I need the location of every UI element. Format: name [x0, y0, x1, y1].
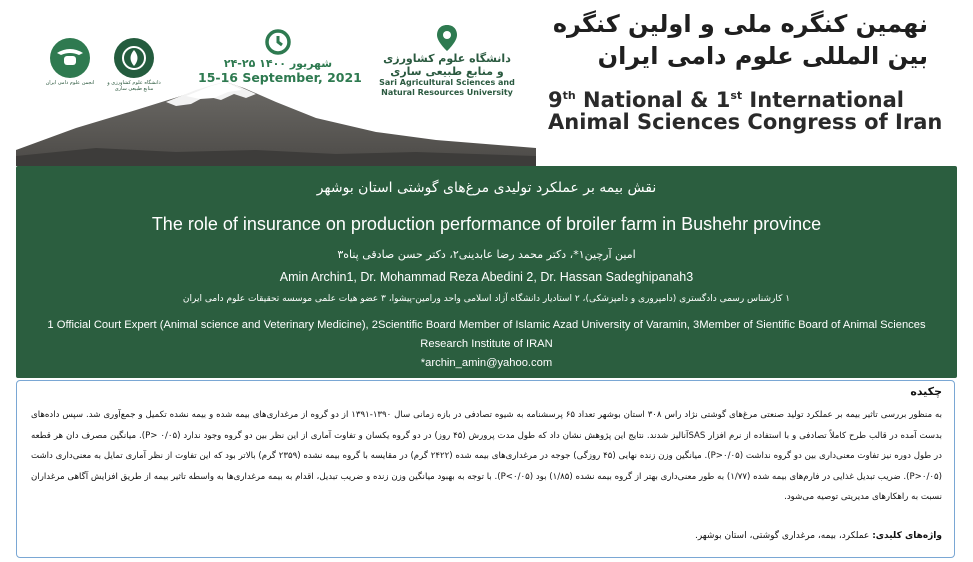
abstract-body: به منظور بررسی تاثیر بیمه بر عملکرد تولید صنعتی مرغ‌های گوشتی نژاد راس ۳۰۸ استان بوشهر تعداد ۶۵ پرسشنامه به شیوه تصادفی در بازه زمانی سال ۱۳۹۰-۱۳۹۱ از دو گروه از مرغداری‌های بیمه شده و بیمه نشده تکمیل و جمع‌آوری شد. سپس داده‌های بدست آمده در قالب طرح کاملاً تصادفی و با استفاده از نرم افزار SASآنالیز شدند. نتایج این پژوهش نشان داد که طول مدت پرورش (۴۵ روز) در دو گروه یکسان و تفاوت آماری از این نظر بین دو گروه وجود ندارد (P> ۰/۰۵). میانگین مصرف دان هر قطعه در طول دوره نیز تفاوت معنی‌داری بین دو گروه نداشت (P>۰/۰۵). میانگین وزن زنده نهایی (۴۵ روزگی) جوجه در مرغداری‌های بیمه شده (۲۴۲۲ گرم) در مقایسه با گروه بیمه نشده (۲۳۵۹ گرم) بالاتر بود که این تفاوت از نظر آماری تمایل به معنی‌داری داشت (P>۰/۰۵). ضریب تبدیل غذایی در فارم‌های بیمه شده (۱/۷۷) به طور معنی‌داری بهتر از گروه بیمه نشده (۱/۸۵) بود (P<۰/۰۵). با توجه به بهبود میانگین وزن زنده و ضریب تبدیل، اقدام به بیمه مرغداری‌ها به واسطه تاثیر بیمه از طریق افزایش آگاهی مرغداران نسبت به راهکارهای مدیریتی توصیه می‌شود. [31, 410, 943, 502]
clock-icon [264, 28, 292, 56]
congress-title [542, 0, 956, 166]
abstract-box [16, 380, 955, 558]
cow-emblem-icon [50, 38, 90, 78]
keywords-label: واژه‌های کلیدی: [872, 531, 942, 541]
paper-title-fa: نقش بیمه بر عملکرد تولیدی مرغ‌های گوشتی استان بوشهر [316, 180, 657, 196]
paper-title-panel [16, 166, 957, 378]
university-en-line1: Sari Agricultural Sciences and [379, 78, 515, 87]
congress-title-fa-line1: نهمین کنگره ملی و اولین کنگره [552, 10, 928, 38]
logo2-caption: دانشگاه علوم کشاورزی و منابع طبیعی ساری [107, 80, 161, 92]
logo-group [43, 38, 161, 92]
paper-title-en: The role of insurance on production performance of broiler farm in Bushehr province [151, 214, 822, 234]
keywords-text: عملکرد، بیمه، مرغداری گوشتی، استان بوشهر. [694, 531, 870, 541]
authors-en: Amin Archin1, Dr. Mohammad Reza Abedini 2, Dr. Hassan Sadeghipanah3 [279, 270, 694, 284]
university-fa-line1: دانشگاه علوم کشاورزی [383, 52, 511, 65]
congress-title-fa-line2: بین المللی علوم دامی ایران [597, 42, 928, 70]
congress-date [198, 28, 362, 85]
date-en: 15-16 September, 2021 [198, 70, 362, 85]
leaf-emblem-icon [114, 38, 154, 78]
congress-title-en-line2: Animal Sciences Congress of Iran [548, 110, 943, 134]
logo-animal-science-society [43, 38, 97, 92]
congress-title-en-line1: 9th National & 1st International [548, 88, 904, 112]
university-en-line2: Natural Resources University [381, 88, 513, 97]
affiliations-fa: ۱ کارشناس رسمی دادگستری (دامپروری و دامپزشکی)، ۲ استادیار دانشگاه آزاد اسلامی واحد ورامین-پیشوا، ۳ عضو هیات علمی موسسه تحقیقات علوم دامی ایران [182, 294, 791, 304]
venue [362, 24, 532, 98]
location-pin-icon [435, 24, 459, 52]
corresponding-email[interactable]: *archin_amin@yahoo.com [420, 357, 553, 369]
affiliations-en: 1 Official Court Expert (Animal science and Veterinary Medicine), 2Scientific Board Member of Islamic Azad University of Varamin, 3Member of Sientific Board of Animal Sciences Research Institute of IRAN [47, 319, 926, 350]
logo-sari-university [107, 38, 161, 92]
abstract-heading: چکیده [910, 385, 942, 398]
congress-banner [16, 0, 956, 166]
logo1-caption: انجمن علوم دامی ایران [45, 80, 95, 86]
keywords [695, 531, 942, 541]
authors-fa: امین آرچین۱*، دکتر محمد رضا عابدینی۲، دکتر حسن صادقی پناه۳ [337, 248, 636, 261]
date-fa: ۲۴-۲۵ شهریور ۱۴۰۰ [223, 57, 333, 70]
university-fa-line2: و منابع طبیعی ساری [390, 65, 504, 78]
